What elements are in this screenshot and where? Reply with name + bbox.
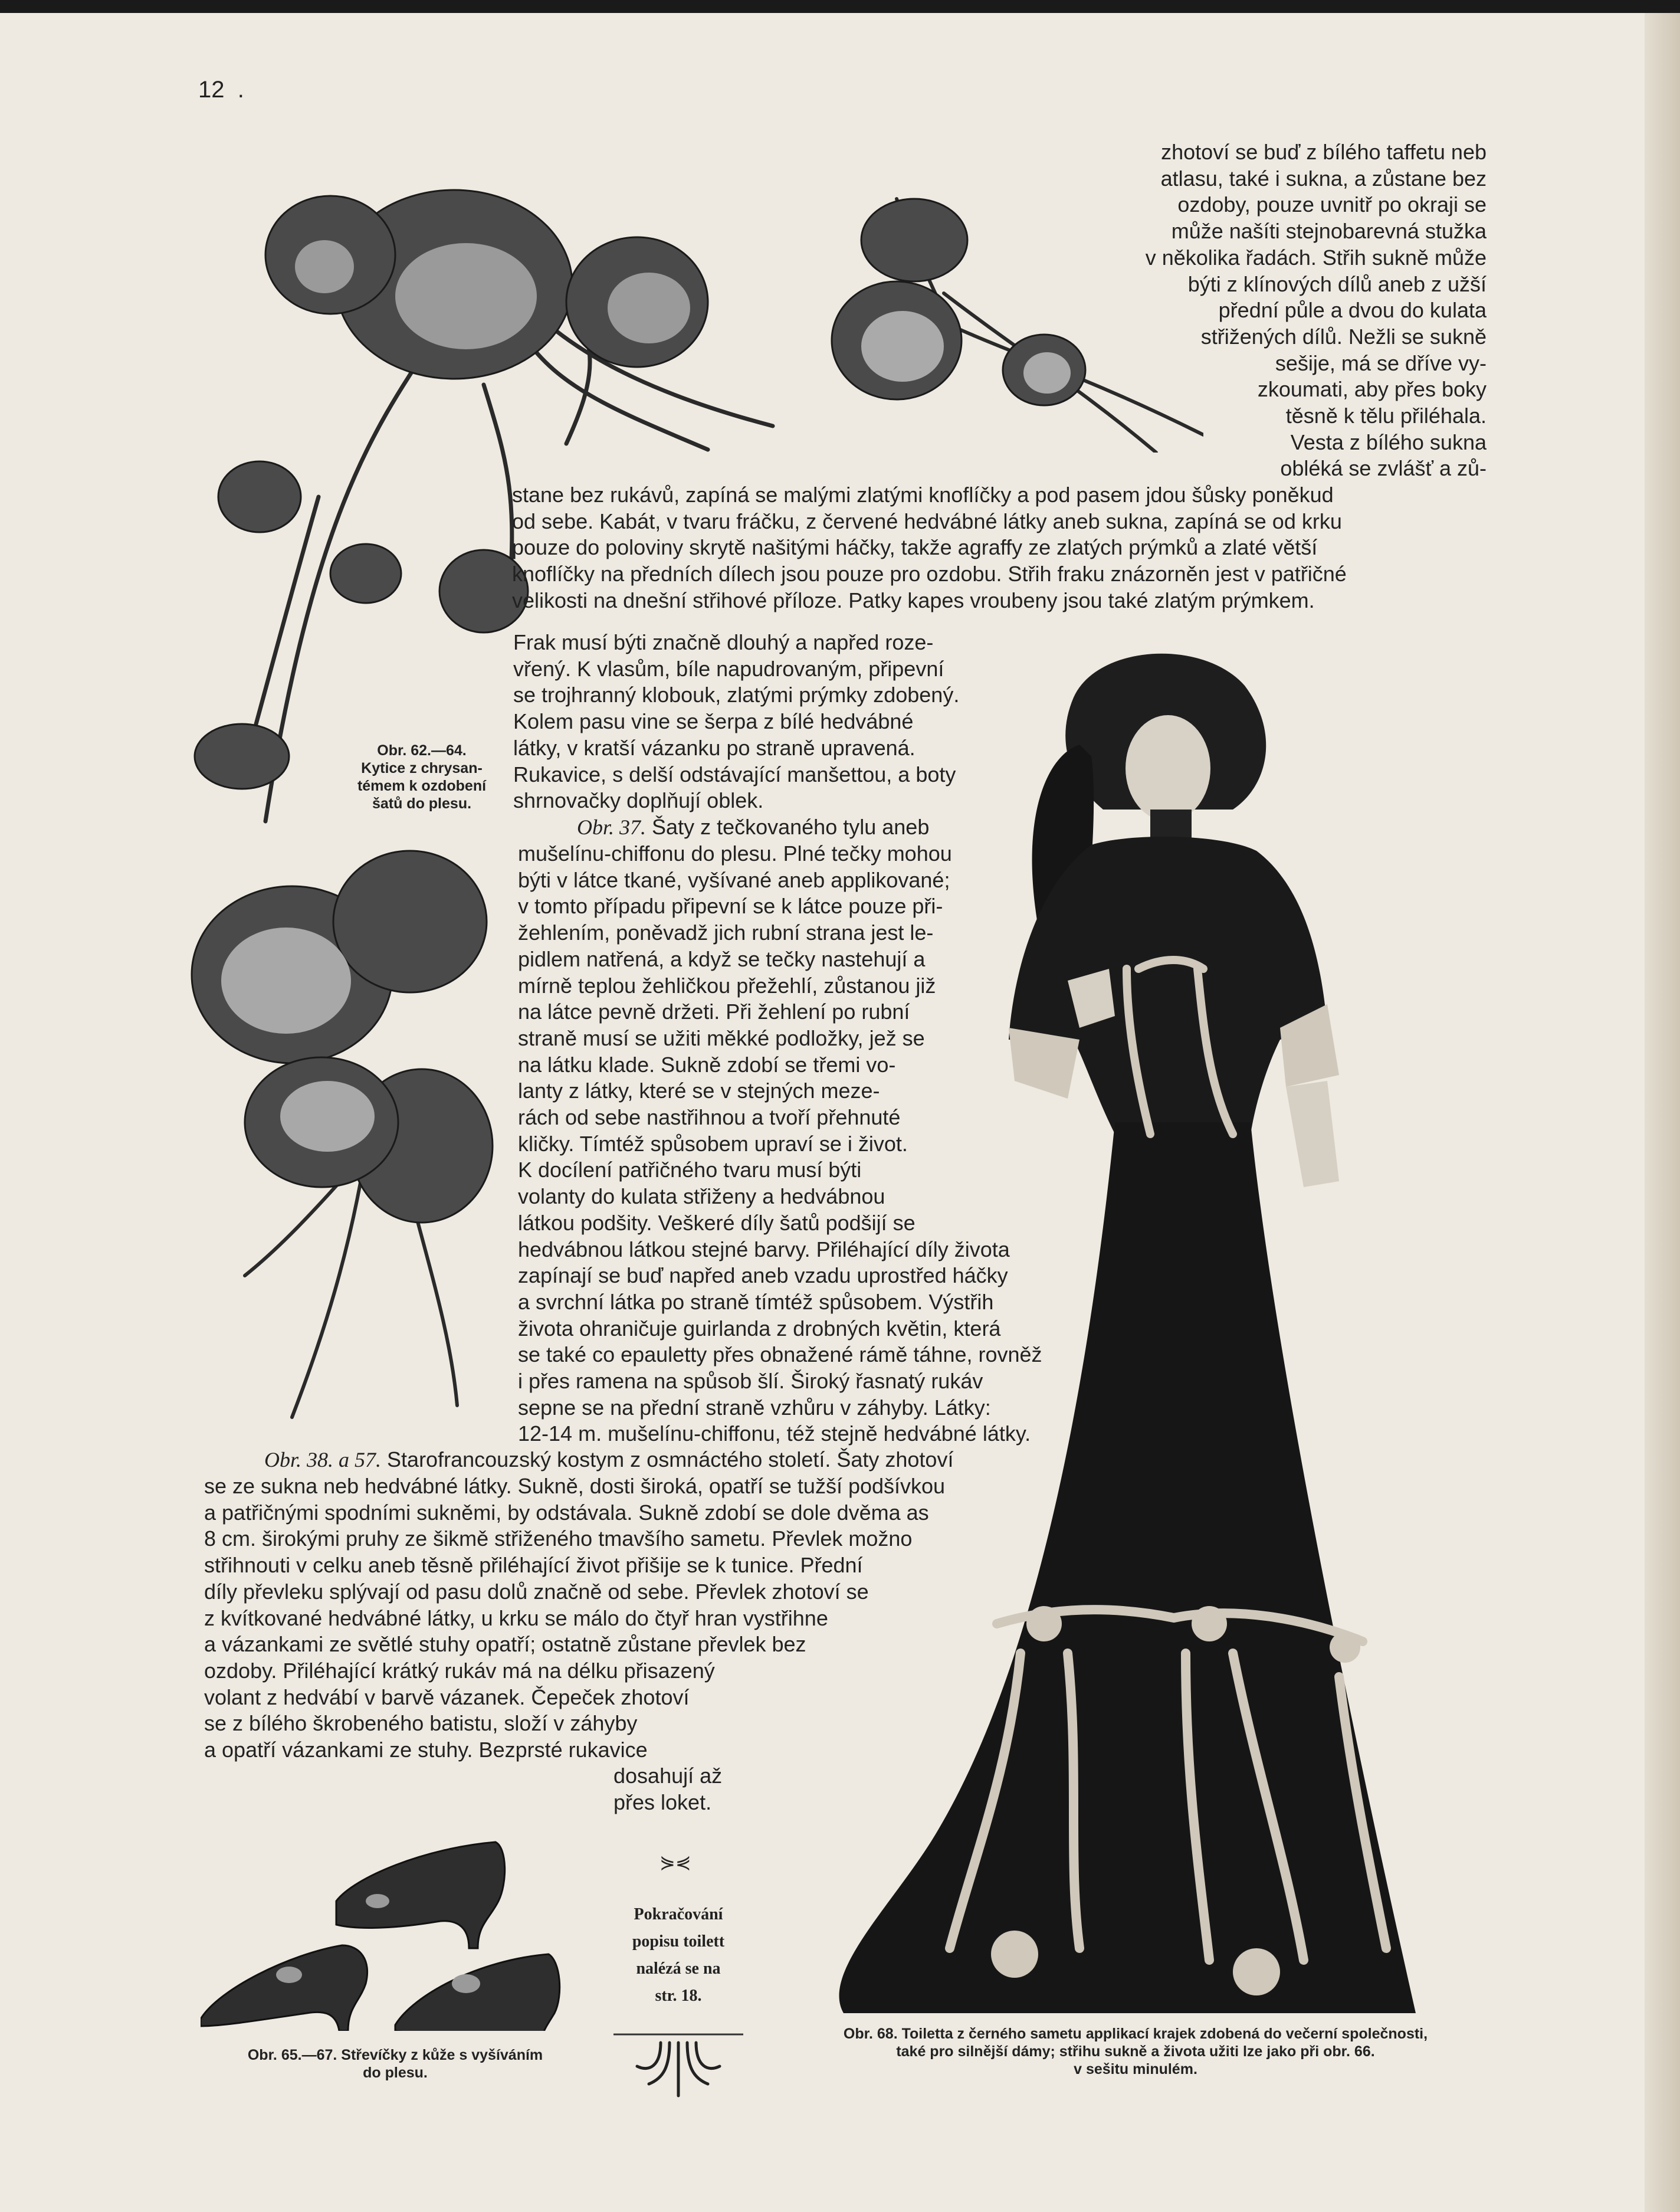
text-line: shrnovačky doplňují oblek. (513, 788, 764, 813)
page-edge (1645, 13, 1680, 2212)
text-line: se trojhranný klobouk, zlatými prýmky zdobený. (513, 683, 960, 707)
caption-flowers (354, 742, 490, 812)
ornament-glyph: ⋟⋞ (659, 1851, 691, 1873)
text-line: Rukavice, s delší odstávající manšettou, a boty (513, 762, 956, 787)
text-line: býti z klínových dílů aneb z užší (1187, 271, 1487, 296)
text-line: lanty z látky, které se v stejných meze- (518, 1079, 880, 1103)
text-obr38-paragraph-end (613, 1763, 722, 1816)
caption-gown (802, 2025, 1469, 2078)
text-line: Vesta z bílého sukna (1290, 430, 1487, 454)
text-line: hedvábnou látkou stejné barvy. Přiléhající díly života (518, 1237, 1010, 1261)
note-line: nalézá se na (636, 1959, 721, 1978)
text-line: na látku klade. Sukně zdobí se třemi vo- (518, 1052, 896, 1077)
text-line: vřený. K vlasům, bíle napudrovaným, připevní (513, 656, 944, 681)
note-line: popisu toilett (632, 1932, 725, 1951)
text-obr37-paragraph (518, 841, 1042, 1447)
page-number: 12 . (198, 77, 244, 103)
text-line: a opatří vázankami ze stuhy. Bezprsté rukavice (204, 1738, 648, 1762)
text-line: volant z hedvábí v barvě vázanek. Čepeček zhotoví (204, 1685, 690, 1709)
text-column-top-right (944, 139, 1487, 482)
chrysanthemum-bouquet-bottom-illustration (174, 839, 504, 1423)
caption-line: Kytice z chrysan- (361, 760, 483, 776)
text-line: mírně teplou žehličkou přežehlí, zůstanou již (518, 973, 936, 998)
text-line: býti v látce tkané, vyšívané aneb applikované; (518, 867, 950, 892)
note-line: Pokračování (634, 1905, 723, 1923)
text-line: zhotoví se buď z bílého taffetu neb (1161, 140, 1487, 164)
caption-line: Obr. 65.—67. Střevíčky z kůže s vyšíváním (247, 2047, 543, 2063)
text-line: zapínají se buď napřed aneb vzadu uprostřed háčky (518, 1263, 1008, 1288)
text-line: a patřičnými spodními sukněmi, by odstávala. Sukně zdobí se dole dvěma as (204, 1500, 929, 1525)
text-obr38-paragraph (204, 1473, 945, 1764)
text-line: stane bez rukávů, zapíná se malými zlatými knoflíčky a pod pasem jdou šůsky poněkud (512, 483, 1334, 507)
text-line: ozdoby, pouze uvnitř po okraji se (1177, 192, 1487, 217)
text-line: látky, v kratší vázanku po straně upravená. (513, 735, 916, 760)
text-line: v několika řadách. Střih sukně může (1145, 245, 1487, 270)
text-middle-paragraph (513, 630, 959, 814)
text-line: přední půle a dvou do kulata (1218, 298, 1487, 323)
shoes-illustration (201, 1807, 590, 2031)
caption-line: do plesu. (363, 2064, 428, 2081)
caption-line: také pro silnější dámy; střihu sukně a života užiti lze jako při obr. 66. (896, 2043, 1375, 2060)
text-line: atlasu, také i sukna, a zůstane bez (1160, 166, 1487, 191)
text-line: na látce pevně držeti. Při žehlení po rubní (518, 1000, 910, 1024)
text-line: pidlem natřená, a když se tečky nastehují a (518, 946, 926, 971)
text-line: rách od sebe nastřihnou a tvoří přehnuté (518, 1105, 901, 1130)
text-line: knoflíčky na předních dílech jsou pouze pro ozdobu. Střih fraku znázorněn jest v patřičné (512, 562, 1347, 586)
text-line: straně musí se užiti měkké podložky, jež se (518, 1025, 925, 1050)
caption-line: Obr. 68. Toiletta z černého sametu applikací krajek zdobená do večerní společnosti, (843, 2026, 1428, 2042)
continuation-note (608, 1901, 749, 2010)
text-line: těsně k tělu přiléhala. (1285, 404, 1487, 428)
text-line: sešije, má se dříve vy- (1275, 350, 1487, 375)
text-line: života ohraničuje guirlanda z drobných květin, která (518, 1316, 1001, 1341)
text-line: látkou podšity. Veškeré díly šatů podšijí se (518, 1210, 916, 1235)
text-line: volanty do kulata střiženy a hedvábnou (518, 1184, 885, 1209)
ornament-vignette (613, 2031, 743, 2102)
text-line: Frak musí býti značně dlouhý a napřed roze- (513, 630, 934, 654)
text-line: žehlením, poněvadž jich rubní strana jest le- (518, 920, 934, 945)
caption-line: Obr. 62.—64. (377, 742, 467, 759)
text-line: v tomto případu připevní se k látce pouze při- (518, 894, 943, 919)
text-line: a svrchní látka po straně tímtéž spůsobem. Výstřih (518, 1289, 994, 1314)
text-line: od sebe. Kabát, v tvaru fráčku, z červené hedvábné látky aneb sukna, zapíná se od krku (512, 509, 1342, 533)
caption-line: v sešitu minulém. (1074, 2061, 1197, 2077)
caption-shoes (212, 2046, 578, 2082)
caption-line: šatů do plesu. (372, 795, 472, 812)
text-line: i přes ramena na spůsob šlí. Široký řasnatý rukáv (518, 1369, 983, 1394)
text-line: pouze do poloviny skrytě našitými háčky, takže agraffy ze zlatých prýmků a zlaté větší (512, 535, 1318, 560)
text-line: 8 cm. širokými pruhy ze šikmě střiženého tmavšího sametu. Převlek možno (204, 1526, 913, 1551)
text-line: kličky. Tímtéž spůsobem upraví se i život. (518, 1131, 908, 1156)
text-line: přes loket. (613, 1790, 712, 1814)
text-wide-paragraph (512, 482, 1347, 614)
text-line: střižených dílů. Nežli se sukně (1200, 324, 1487, 349)
magazine-page (0, 13, 1680, 2212)
text-line: zkoumati, aby přes boky (1257, 377, 1487, 402)
text-line: Kolem pasu vine se šerpa z bílé hedvábné (513, 709, 914, 734)
text-line: díly převleku splývají od pasu dolů značně od sebe. Převlek zhotoví se (204, 1579, 869, 1604)
text-line: střihnouti v celku aneb těsně přiléhající život přišije se k tunice. Přední (204, 1553, 863, 1578)
obr38-paragraph-start: Obr. 38. a 57. Starofrancouzský kostym z osmnáctého století. Šaty zhotoví (264, 1447, 954, 1472)
text-line: K docílení patřičného tvaru musí býti (518, 1158, 862, 1182)
text-line: se ze sukna neb hedvábné látky. Sukně, dosti široká, opatří se tužší podšívkou (204, 1474, 946, 1498)
text-line: a vázankami ze světlé stuhy opatří; ostatně zůstane převlek bez (204, 1632, 806, 1657)
text-line: 12-14 m. mušelínu-chiffonu, též stejně hedvábné látky. (518, 1421, 1031, 1446)
text-line: dosahují až (613, 1764, 723, 1788)
text-line: obléká se zvlášť a zů- (1280, 456, 1487, 481)
text-line: se také co epauletty přes obnažené rámě táhne, rovněž (518, 1342, 1042, 1367)
text-line: může našíti stejnobarevná stužka (1171, 219, 1487, 244)
text-line: mušelínu-chiffonu do plesu. Plné tečky mohou (518, 841, 952, 866)
text-line: sepne se na přední straně vzhůru v záhyby. Látky: (518, 1395, 991, 1420)
text-line: velikosti na dnešní střihové příloze. Patky kapes vroubeny jsou také zlatým prýmkem. (512, 588, 1315, 612)
caption-line: témem k ozdobení (357, 778, 487, 794)
text-line: se z bílého škrobeného batistu, složí v záhyby (204, 1711, 638, 1736)
obr37-paragraph-start: Obr. 37. Šaty z tečkovaného tylu aneb (577, 815, 930, 839)
text-line: z kvítkované hedvábné látky, u krku se málo do čtyř hran vystřihne (204, 1605, 828, 1630)
note-line: str. 18. (655, 1987, 702, 2005)
text-line: ozdoby. Přiléhající krátký rukáv má na délku přisazený (204, 1658, 715, 1683)
